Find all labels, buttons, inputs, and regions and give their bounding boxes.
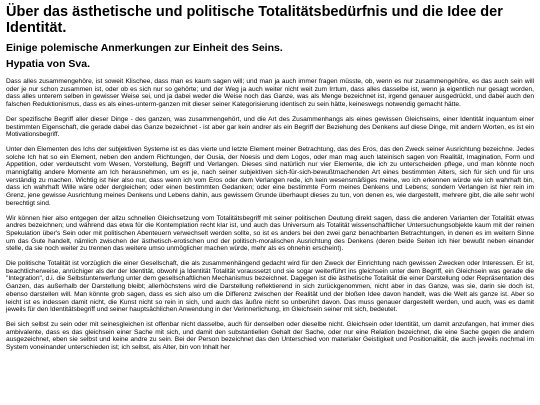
paragraph-1: Dass alles zusammengehöre, ist soweit Klischee, dass man es kaum sagen will; und man ja auch immer fragen müsste, ob, wenn es nur zusammengehöre, es das auch sein will oder je nur schon zusammen ist, oder ob es sich nur so gehörte; und der Weg ja auch weiter nicht weit zum Irrtum, dass alles dasselbe ist, wenn ja eigentlich nur gesagt worden, dass alles unterem selben in gewisser Weise sei, und ja dabei weder die Weise noch das Ganze, was als Menge bezeichnet ist, irgend genauer ausgedrückt, und dabei auch den falschen Reduktionismus, dass es als eines-unterm-ganzen mit dieser seiner Kategorisierung identisch zu sein hätte, keineswegs notwendig gemacht hätte.: [6, 78, 534, 109]
document-author: Hypatia von Sva.: [6, 58, 91, 70]
paragraph-5: Die politische Totalität ist vorzüglich die einer Gesellschaft, die als zusammenhängend gedacht wird für den Zweck der Einrichtung nach gewissen Zwecken oder Interessen. Er ist, beachtlicherweise, anrüchiger als der der Identität, obwohl ja Identität Totalität voraussetzt und sie sogar weiterführt ins gleichsein unter dem Begriff, ein Gleichsein was gerade die "Integration", d.i. die Selbstunterwerfung unter dem gesellschaftlichen Mechanismus bezeichnet. Dagegen ist die ästhetische Totalität die einer Darstellung oder Repräsentation des Ganzen, das außerhalb der Darstellung bleibt; allerhöchstens wird die Darstellung reflektierend in sich zurückgenommen, nicht aber in das Ganze, was sie, darin sie doch ist, ebenso darstellen will. Man könnte grob sagen, dass es sich also um die Differenz zwischen der Realität und der bloßen Idee davon handelt, was die Welt als ganze ist. Aber so leicht ist es indessen damit nicht, die Kunst nicht so rein in sich, und auch das äußre nicht so unberührt davon. Das muss genauer dargestellt werden, und auch, was es damit jeweils für den Identitätsbegriff und seiner hauptsächlichen Anwendung in der Verinnerlichung, im Gleichsein seiner mit sich, bedeutet.: [6, 260, 534, 314]
paragraph-3: Unter den Elementen des Ichs der subjektiven Systeme ist es das vierte und letzte Element meiner Betrachtung, das des Eros, das den Zweck seiner Ausrichtung bezeichne. Jedes solche Ich hat so ein Element, neben den andern Richtungen, der Ousia, der Noesis und dem Logos, oder man mag auch lateinisch sagen von Realität, Imagination, Form und Appetition, oder verdeutscht vom Wesen, Vorstellung, Begriff und Verlangen. Dieses sind natürlich nur vier Elemente, die ich zu unterscheiden pflege, und man könnte noch mannigfaltig andere Momente am Ich herausnehmen, um es je, nach seiner subjektiven sich-für-sich-bewußtmachenden Art eines bestimmten Alters, sich für sich und für uns verständig zu machen. Wichtig ist hier also nur, dass wenn ich vom Eros oder dem Verlangen rede, ich kein wesensmäßiges meine, wo ich erkennen würde wie ich wahrhaft bin, dass ich wahrhaft Wille wäre oder dergleichen; oder einen bestimmten Gedanken; oder eine bestimmte Form meines Denkens und Lebens; sondern Verlangen ist hier rein im Grenz, jene gewisse Ausrichtung meines Denkens und Lebens dahin, aus gewissem Grunde überhaupt dieses zu tun, von denen es, wie dargestellt, mehrere gibt, die alle sehr wohl berechtigt sind.: [6, 145, 534, 207]
paragraph-2: Der spezifische Begriff aller dieser Dinge - des ganzen, was zusammengehört, und die Art des Zusammenhangs als eines gewissen Gleichseins, einer Identität inquantum einer bestimmten Eigenschaft, die gerade dabei das Ganze bezeichnet - ist aber gar kein andrer als ein Begriff der Beziehung des Denkens auf diese Dinge, mit andern Worten, es ist ein Motivationsbegriff.: [6, 115, 534, 139]
document-title: Über das ästhetische und politische Totalitätsbedürfnis und die Idee der Identität.: [6, 4, 503, 36]
paragraph-4: Wir können hier also entgegen der allzu schnellen Gleichsetzung vom Totalitätsbegriff mit seiner politischen Deutung direkt sagen, dass die anderen Varianten der Totalität etwas andres bezeichnen; und während das etwa für die Kontemplation recht klar ist, und auch das Universum als Totalität wissenschaftlicher Untersuchungsobjekte kaum mit der reinen Spekulation über's Sein oder mit politischen Abenteuern verwechselt werden sollte, so ist es anders bei den zwei ganz benachbarten Betrachtungen, in denen es im weitern Sinne um das Gute handelt, nämlich zwischen der ästhetisch-erotischen und der politisch-moralischen Ausrichtung des Denkens (deren beide Seiten ich hier bewußt neben einander stelle, da sie noch weiter zu trennen das weitere umso unmöglicher machen würde, mehr als es ohnehin erscheint).: [6, 214, 534, 253]
document-subtitle: Einige polemische Anmerkungen zur Einheit des Seins.: [6, 42, 283, 54]
paragraph-6: Bei sich selbst zu sein oder mit seinesgleichen ist offenbar nicht dasselbe, auch für denselben oder dieselbe nicht. Gleichsein oder Identität, um damit anzufangen, hat immer dies ambivalente, dass es das gleichsein einer Sache mit sich, und damit den substantiellen Gehalt der Sache, oder nur eine Relation bezeichnet, die eine Sache gegen die andern ausgezeichnet, eben sie selbst und keine andre zu sein. Bei der Person bezeichnet das den Unterschied von materialer Geistigkeit und Positionalität, die auch jeweils nochmal im System voneinander unterschieden ist; ich selbst, als Alter, bin von Inhalt her: [6, 320, 534, 352]
